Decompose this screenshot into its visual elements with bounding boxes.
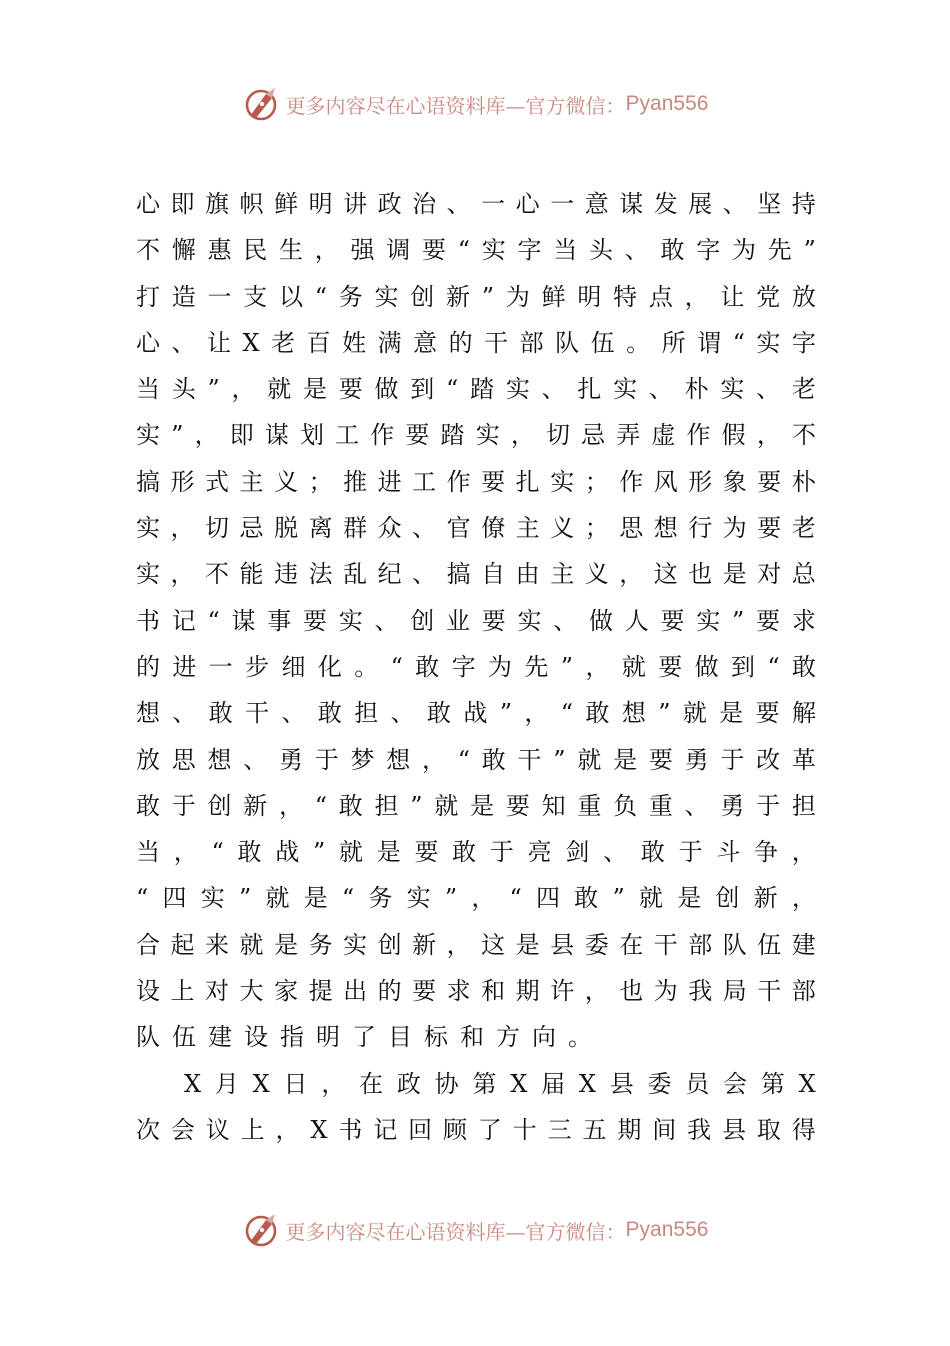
wechat-id: Pyan556 [625,92,709,115]
text-line: 不 懈 惠 民 生 ， 强 调 要 “ 实 字 当 头 、 敢 字 为 先 ” [136,236,816,265]
document-body [136,181,816,1153]
text-line: 当 ， “ 敢 战 ” 就 是 要 敢 于 亮 剑 、 敢 于 斗 争 ， [136,838,816,867]
header-watermark-banner [0,82,950,126]
text-line: 合 起 来 就 是 务 实 创 新 ， 这 是 县 委 在 干 部 队 伍 建 [136,930,816,959]
text-line: 书 记 “ 谋 事 要 实 、 创 业 要 实 、 做 人 要 实 ” 要 求 [136,606,816,635]
footer-watermark-banner [0,1208,950,1252]
text-line: 放 思 想 、 勇 于 梦 想 ， “ 敢 干 ” 就 是 要 勇 于 改 革 [136,745,816,774]
watermark-text: 更多内容尽在心语资料库—官方微信： [285,93,626,118]
text-line: 的 进 一 步 细 化 。 “ 敢 字 为 先 ” ， 就 要 做 到 “ 敢 [136,652,816,681]
text-line: “ 四 实 ” 就 是 “ 务 实 ” ， “ 四 敢 ” 就 是 创 新 ， [136,884,816,913]
pen-nib-circle-logo-icon [242,1210,282,1250]
pen-nib-circle-logo-icon [242,84,282,124]
text-line: 敢 于 创 新 ， “ 敢 担 ” 就 是 要 知 重 负 重 、 勇 于 担 [136,791,816,820]
text-line: 实 ， 切 忌 脱 离 群 众 、 官 僚 主 义 ； 思 想 行 为 要 老 [136,514,816,543]
watermark-text: 更多内容尽在心语资料库—官方微信： [285,1219,626,1244]
text-line: X 月 X 日 ， 在 政 协 第 X 届 X 县 委 员 会 第 X [184,1069,816,1098]
text-line: 队伍建设指明了目标和方向。 [136,1023,604,1052]
text-line: 实 ， 不 能 违 法 乱 纪 、 搞 自 由 主 义 ， 这 也 是 对 总 [136,560,816,589]
text-line: 实 ” ， 即 谋 划 工 作 要 踏 实 ， 切 忌 弄 虚 作 假 ， 不 [136,421,816,450]
text-line: 打 造 一 支 以 “ 务 实 创 新 ” 为 鲜 明 特 点 ， 让 党 放 [136,282,816,311]
text-line: 心 即 旗 帜 鲜 明 讲 政 治 、 一 心 一 意 谋 发 展 、 坚 持 [136,190,816,218]
text-line: 搞 形 式 主 义 ； 推 进 工 作 要 扎 实 ； 作 风 形 象 要 朴 [136,467,816,496]
wechat-id: Pyan556 [625,1218,709,1241]
text-line: 想 、 敢 干 、 敢 担 、 敢 战 ” ， “ 敢 想 ” 就 是 要 解 [136,699,816,728]
text-line: 心 、 让 X 老 百 姓 满 意 的 干 部 队 伍 。 所 谓 “ 实 字 [136,328,816,357]
text-line: 设 上 对 大 家 提 出 的 要 求 和 期 许 ， 也 为 我 局 干 部 [136,977,816,1006]
text-line: 次 会 议 上 ， X 书 记 回 顾 了 十 三 五 期 间 我 县 取 得 [136,1115,816,1144]
text-line: 当 头 ” ， 就 是 要 做 到 “ 踏 实 、 扎 实 、 朴 实 、 老 [136,375,816,404]
